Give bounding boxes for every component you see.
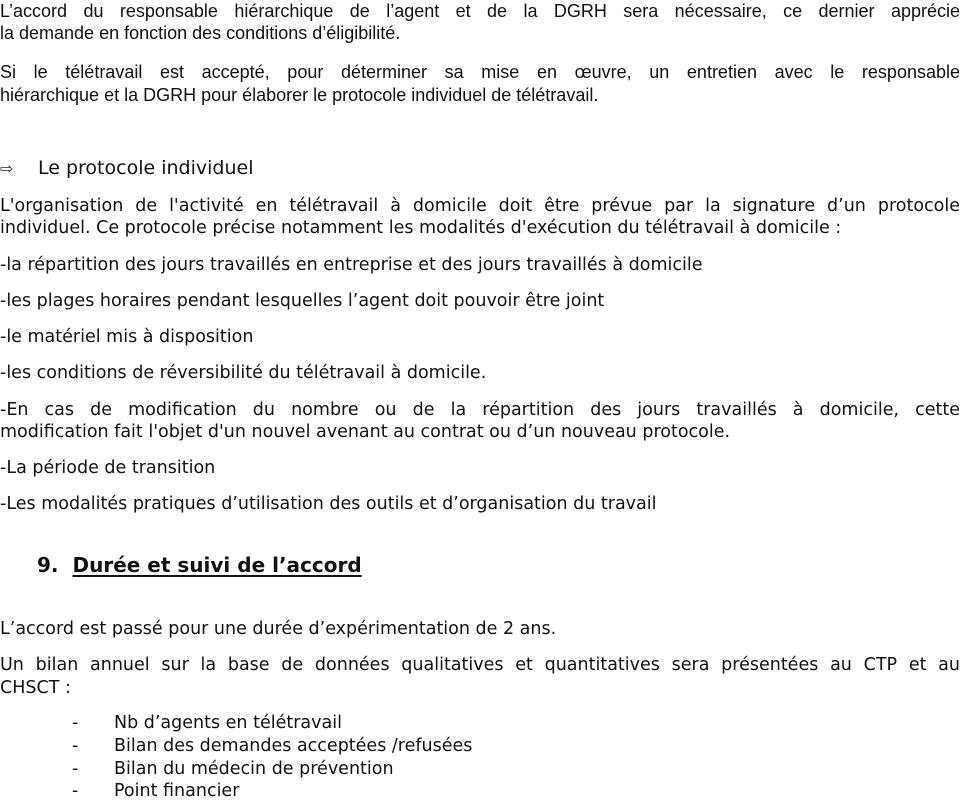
bullet-text: Bilan des demandes acceptées /refusées [114,736,473,756]
bullet-item [72,735,872,758]
hollow-right-arrow-icon: ⇨ [0,159,14,178]
list-item-repartition: -la répartition des jours travaillés en entreprise et des jours travaillés à domicile [0,255,703,275]
intro-line-1: L’accord du responsable hiérarchique de l’agent et de la DGRH sera nécessaire, ce dernier apprécie [0,1,960,21]
intro-line-4: hiérarchique et la DGRH pour élaborer le protocole individuel de télétravail. [0,85,599,105]
bullet-text: Bilan du médecin de prévention [114,759,394,779]
bullet-item [72,758,872,781]
bilan-paragraph-line-2: CHSCT : [0,678,71,698]
bullet-dash: - [72,759,79,779]
bullet-item [72,712,872,735]
intro-line-3: Si le télétravail est accepté, pour déterminer sa mise en œuvre, un entretien avec le responsable [0,62,960,82]
section-9-number: 9. [37,553,59,577]
list-item-materiel: -le matériel mis à disposition [0,327,254,347]
list-item-modalites: -Les modalités pratiques d’utilisation des outils et d’organisation du travail [0,494,657,514]
bullet-dash: - [72,781,79,801]
modification-line-1: -En cas de modification du nombre ou de la répartition des jours travaillés à domicile, cette [0,400,960,420]
section-9-heading [37,553,362,577]
list-item-reversibilite: -les conditions de réversibilité du télétravail à domicile. [0,363,487,383]
bilan-paragraph-line-1: Un bilan annuel sur la base de données qualitatives et quantitatives sera présentées au CTP et au [0,655,960,675]
bullet-text: Nb d’agents en télétravail [114,713,342,733]
list-item-plages: -les plages horaires pendant lesquelles l’agent doit pouvoir être joint [0,291,605,311]
bullet-dash: - [72,736,79,756]
list-item-transition: -La période de transition [0,458,216,478]
modification-line-2: modification fait l'objet d'un nouvel avenant au contrat ou d’un nouveau protocole. [0,422,731,442]
bullet-dash: - [72,713,79,733]
bullet-text: Point financier [114,781,240,801]
section-heading-text: Le protocole individuel [38,157,254,179]
protocole-paragraph-line-2: individuel. Ce protocole précise notamment les modalités d'exécution du télétravail à domicile : [0,218,842,238]
duree-paragraph: L’accord est passé pour une durée d’expérimentation de 2 ans. [0,619,557,639]
section-heading [0,157,960,180]
section-9-title: Durée et suivi de l’accord [72,553,362,577]
intro-line-2: la demande en fonction des conditions d’éligibilité. [0,23,401,43]
protocole-paragraph-line-1: L'organisation de l'activité en télétravail à domicile doit être prévue par la signature d’un protocole [0,196,960,216]
bullet-item [72,780,872,803]
